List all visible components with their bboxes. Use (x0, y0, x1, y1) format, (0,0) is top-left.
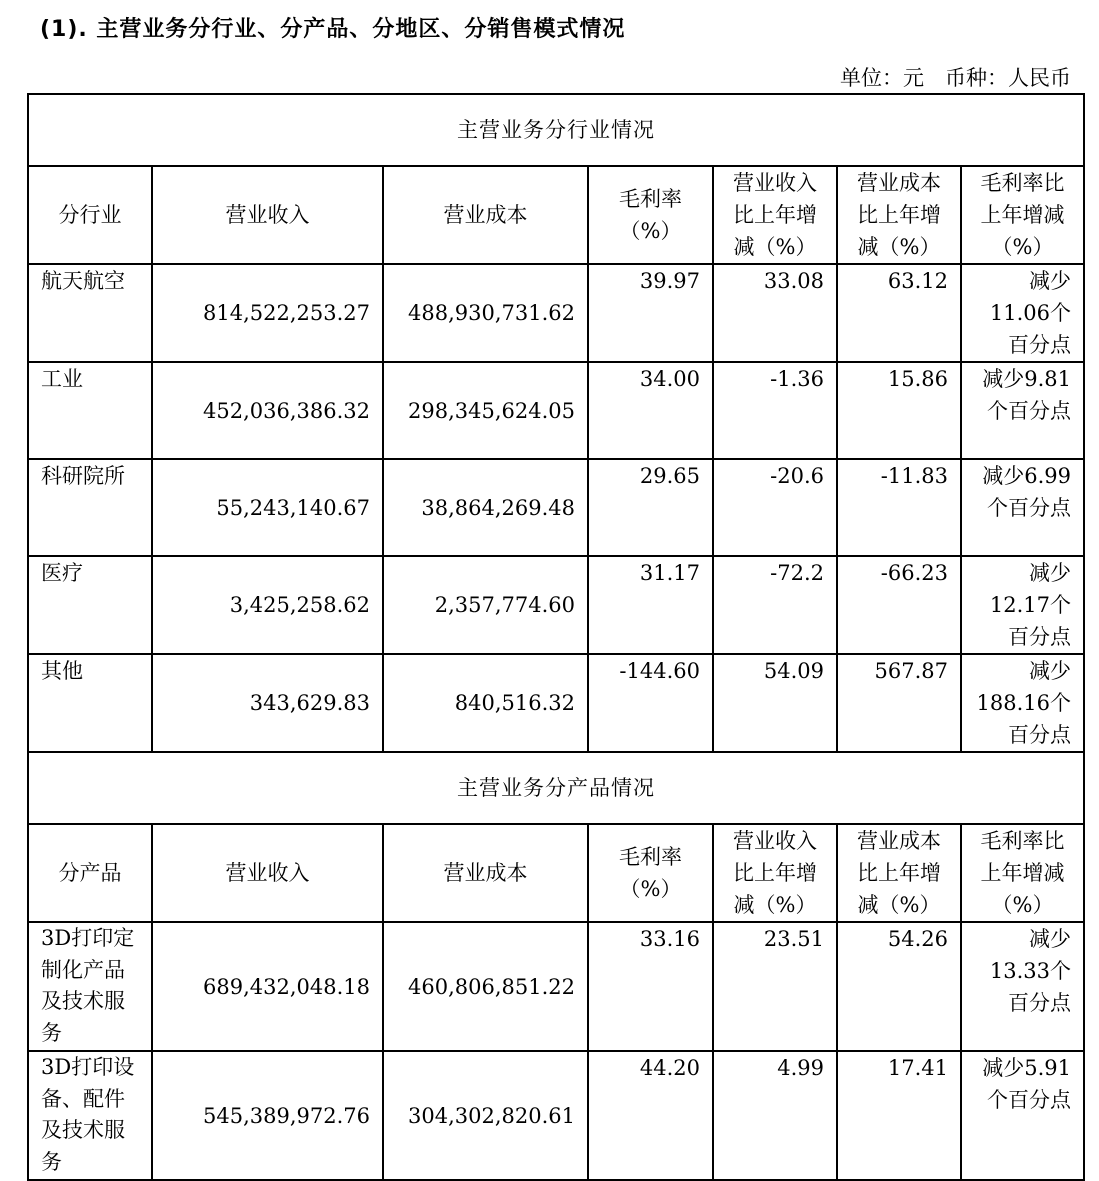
col-header-margin-change: 毛利率比上年增减（%） (961, 824, 1084, 922)
row-revenue-change: -20.6 (713, 459, 837, 556)
col-header-category: 分产品 (28, 824, 152, 922)
row-margin-change: 减少12.17个百分点 (961, 556, 1084, 654)
row-cost: 298,345,624.05 (383, 362, 588, 459)
row-cost-change: 54.26 (837, 922, 961, 1051)
row-revenue: 343,629.83 (152, 654, 383, 752)
row-cost-change: -66.23 (837, 556, 961, 654)
row-revenue-change: 23.51 (713, 922, 837, 1051)
row-revenue: 545,389,972.76 (152, 1051, 383, 1180)
row-cost: 488,930,731.62 (383, 264, 588, 362)
revenue-table (27, 93, 1085, 1181)
col-header-cost-change: 营业成本比上年增减（%） (837, 824, 961, 922)
row-margin: -144.60 (588, 654, 713, 752)
col-header-margin: 毛利率（%） (588, 824, 713, 922)
row-margin: 44.20 (588, 1051, 713, 1180)
row-category: 医疗 (28, 556, 152, 654)
row-cost-change: 63.12 (837, 264, 961, 362)
row-cost: 304,302,820.61 (383, 1051, 588, 1180)
table-row (28, 264, 1084, 362)
row-cost: 460,806,851.22 (383, 922, 588, 1051)
row-revenue-change: -1.36 (713, 362, 837, 459)
table-row (28, 362, 1084, 459)
row-revenue-change: 33.08 (713, 264, 837, 362)
industry-section-title: 主营业务分行业情况 (28, 94, 1084, 166)
row-revenue: 55,243,140.67 (152, 459, 383, 556)
row-revenue-change: -72.2 (713, 556, 837, 654)
row-revenue-change: 54.09 (713, 654, 837, 752)
row-margin-change: 减少13.33个百分点 (961, 922, 1084, 1051)
row-category: 3D打印定制化产品及技术服务 (28, 922, 152, 1051)
row-margin: 33.16 (588, 922, 713, 1051)
table-row (28, 922, 1084, 1051)
row-cost-change: 15.86 (837, 362, 961, 459)
col-header-margin: 毛利率（%） (588, 166, 713, 264)
col-header-revenue: 营业收入 (152, 166, 383, 264)
col-header-revenue: 营业收入 (152, 824, 383, 922)
row-revenue-change: 4.99 (713, 1051, 837, 1180)
row-cost: 2,357,774.60 (383, 556, 588, 654)
col-header-revenue-change: 营业收入比上年增减（%） (713, 166, 837, 264)
row-revenue: 3,425,258.62 (152, 556, 383, 654)
unit-note: 单位：元 币种：人民币 (840, 66, 1071, 90)
row-margin: 34.00 (588, 362, 713, 459)
row-margin-change: 减少11.06个百分点 (961, 264, 1084, 362)
row-category: 科研院所 (28, 459, 152, 556)
row-margin: 29.65 (588, 459, 713, 556)
row-cost: 840,516.32 (383, 654, 588, 752)
row-cost-change: -11.83 (837, 459, 961, 556)
row-margin: 39.97 (588, 264, 713, 362)
row-margin-change: 减少9.81个百分点 (961, 362, 1084, 459)
row-category: 航天航空 (28, 264, 152, 362)
section-heading: (1). 主营业务分行业、分产品、分地区、分销售模式情况 (40, 17, 626, 42)
table-row (28, 459, 1084, 556)
row-category: 其他 (28, 654, 152, 752)
row-cost-change: 567.87 (837, 654, 961, 752)
table-row (28, 1051, 1084, 1180)
row-category: 3D打印设备、配件及技术服务 (28, 1051, 152, 1180)
row-revenue: 814,522,253.27 (152, 264, 383, 362)
col-header-category: 分行业 (28, 166, 152, 264)
product-section-title: 主营业务分产品情况 (28, 752, 1084, 824)
col-header-cost: 营业成本 (383, 166, 588, 264)
row-margin-change: 减少5.91个百分点 (961, 1051, 1084, 1180)
col-header-cost: 营业成本 (383, 824, 588, 922)
row-margin: 31.17 (588, 556, 713, 654)
row-margin-change: 减少188.16个百分点 (961, 654, 1084, 752)
table-row (28, 654, 1084, 752)
row-revenue: 452,036,386.32 (152, 362, 383, 459)
col-header-cost-change: 营业成本比上年增减（%） (837, 166, 961, 264)
col-header-margin-change: 毛利率比上年增减（%） (961, 166, 1084, 264)
row-cost: 38,864,269.48 (383, 459, 588, 556)
col-header-revenue-change: 营业收入比上年增减（%） (713, 824, 837, 922)
row-cost-change: 17.41 (837, 1051, 961, 1180)
table-row (28, 556, 1084, 654)
row-revenue: 689,432,048.18 (152, 922, 383, 1051)
row-margin-change: 减少6.99个百分点 (961, 459, 1084, 556)
row-category: 工业 (28, 362, 152, 459)
